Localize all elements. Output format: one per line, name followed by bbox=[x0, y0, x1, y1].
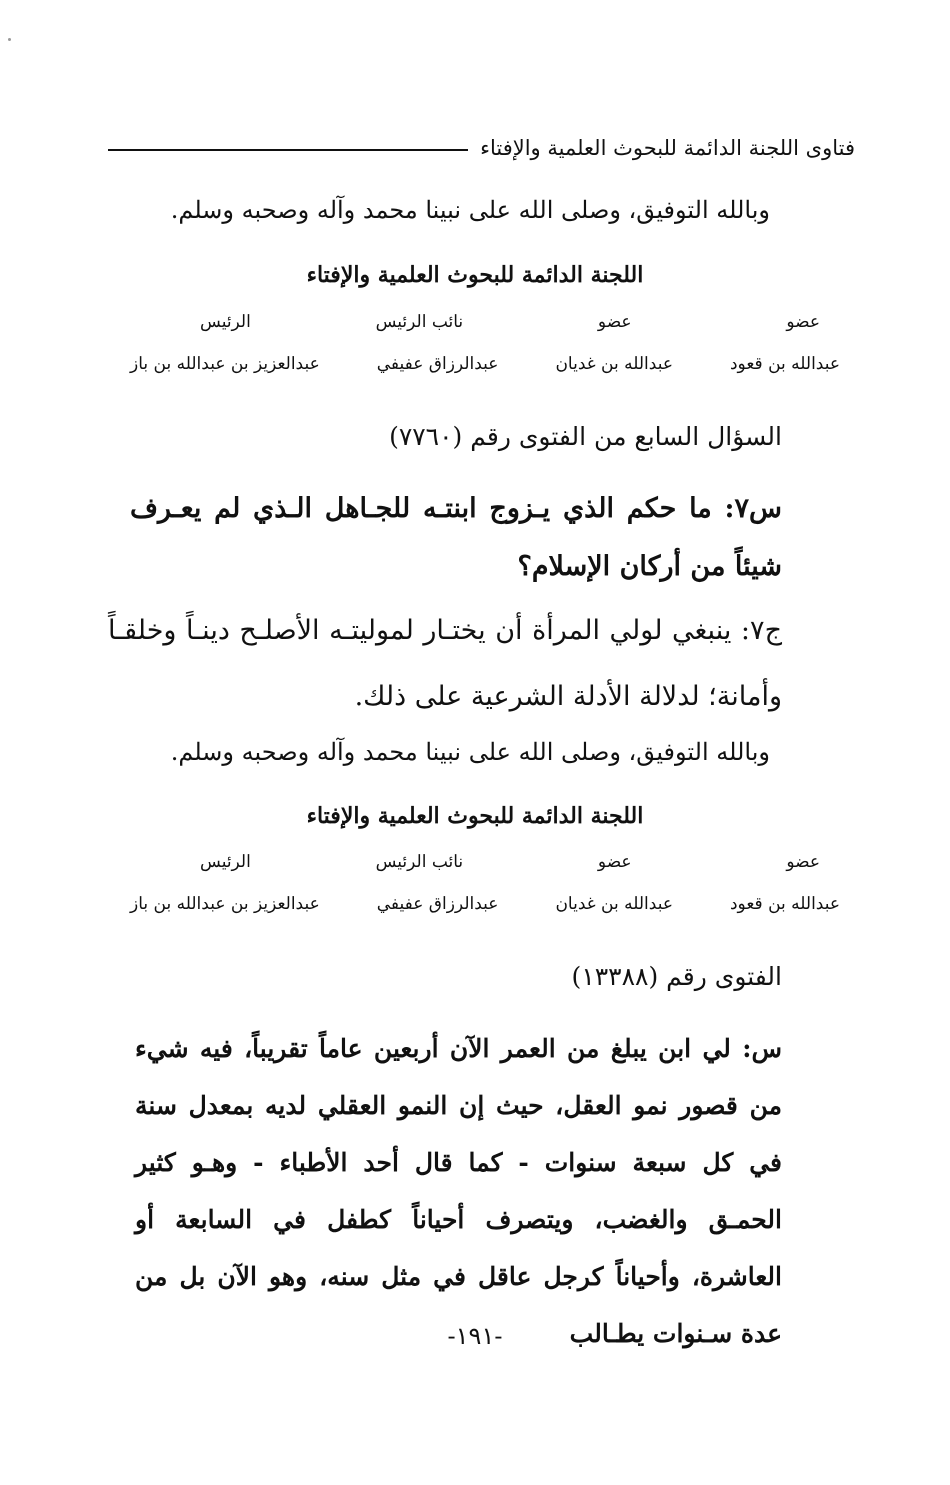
signatory-roles bbox=[130, 852, 840, 872]
role-member-1: عضو bbox=[786, 852, 820, 872]
closing-phrase: وبالله التوفيق، وصلى الله على نبينا محمد وآله وصحبه وسلم. bbox=[170, 738, 770, 766]
scan-speck bbox=[8, 38, 11, 41]
question-text: س٧: ما حكم الذي يـزوج ابنتـه للجـاهل الـذي لم يعـرف شيئاً من أركان الإسلام؟ bbox=[130, 493, 782, 582]
running-header bbox=[108, 128, 855, 168]
page-number: -١٩١- bbox=[447, 1322, 503, 1350]
role-president: الرئيس bbox=[200, 312, 251, 332]
signatory-roles bbox=[130, 312, 840, 332]
fatwa-heading: الفتوى رقم (١٣٣٨٨) bbox=[571, 962, 782, 991]
signatory-names bbox=[130, 894, 840, 914]
role-president: الرئيس bbox=[200, 852, 251, 872]
committee-name: اللجنة الدائمة للبحوث العلمية والإفتاء bbox=[306, 803, 644, 829]
role-vice-president: نائب الرئيس bbox=[375, 312, 464, 332]
name-afifi: عبدالرزاق عفيفي bbox=[376, 894, 499, 914]
committee-name: اللجنة الدائمة للبحوث العلمية والإفتاء bbox=[306, 262, 644, 288]
role-vice-president: نائب الرئيس bbox=[375, 852, 464, 872]
role-member-2: عضو bbox=[597, 312, 632, 332]
fatwa-heading: السؤال السابع من الفتوى رقم (٧٧٦٠) bbox=[389, 422, 782, 451]
name-ibn-baz: عبدالعزيز بن عبدالله بن باز bbox=[130, 894, 320, 914]
question-text: س: لي ابن يبلغ من العمر الآن أربعين عاماً تقريباً، فيه شيء من قصور نمو العقل، حيث إن النمو العقلي لديه بمعدل سنة في كل سبعة سنوات - كما قال أحد الأطباء - وهـو كثير الحمـق والغضب، ويتصرف أحياناً كطفل في السابعة أو العاشرة، وأحياناً كرجل عاقل في مثل سنه، وهو الآن بل من عدة سـنوات يطـالب bbox=[135, 1034, 782, 1348]
signatory-names bbox=[130, 354, 840, 374]
name-ibn-qaud: عبدالله بن قعود bbox=[729, 354, 840, 374]
role-member-1: عضو bbox=[786, 312, 820, 332]
name-ibn-qaud: عبدالله بن قعود bbox=[729, 894, 840, 914]
header-rule bbox=[108, 149, 468, 151]
book-title: فتاوى اللجنة الدائمة للبحوث العلمية والإفتاء bbox=[480, 136, 855, 160]
role-member-2: عضو bbox=[597, 852, 632, 872]
name-afifi: عبدالرزاق عفيفي bbox=[376, 354, 499, 374]
name-ibn-ghudayyan: عبدالله بن غديان bbox=[555, 894, 673, 914]
name-ibn-baz: عبدالعزيز بن عبدالله بن باز bbox=[130, 354, 320, 374]
name-ibn-ghudayyan: عبدالله بن غديان bbox=[555, 354, 673, 374]
closing-phrase: وبالله التوفيق، وصلى الله على نبينا محمد وآله وصحبه وسلم. bbox=[170, 196, 770, 224]
answer-text: ج٧: ينبغي لولي المرأة أن يختـار لموليتـه الأصلـح دينـاً وخلقـاً وأمانة؛ لدلالة الأدلة الشرعية على ذلك. bbox=[108, 615, 782, 712]
